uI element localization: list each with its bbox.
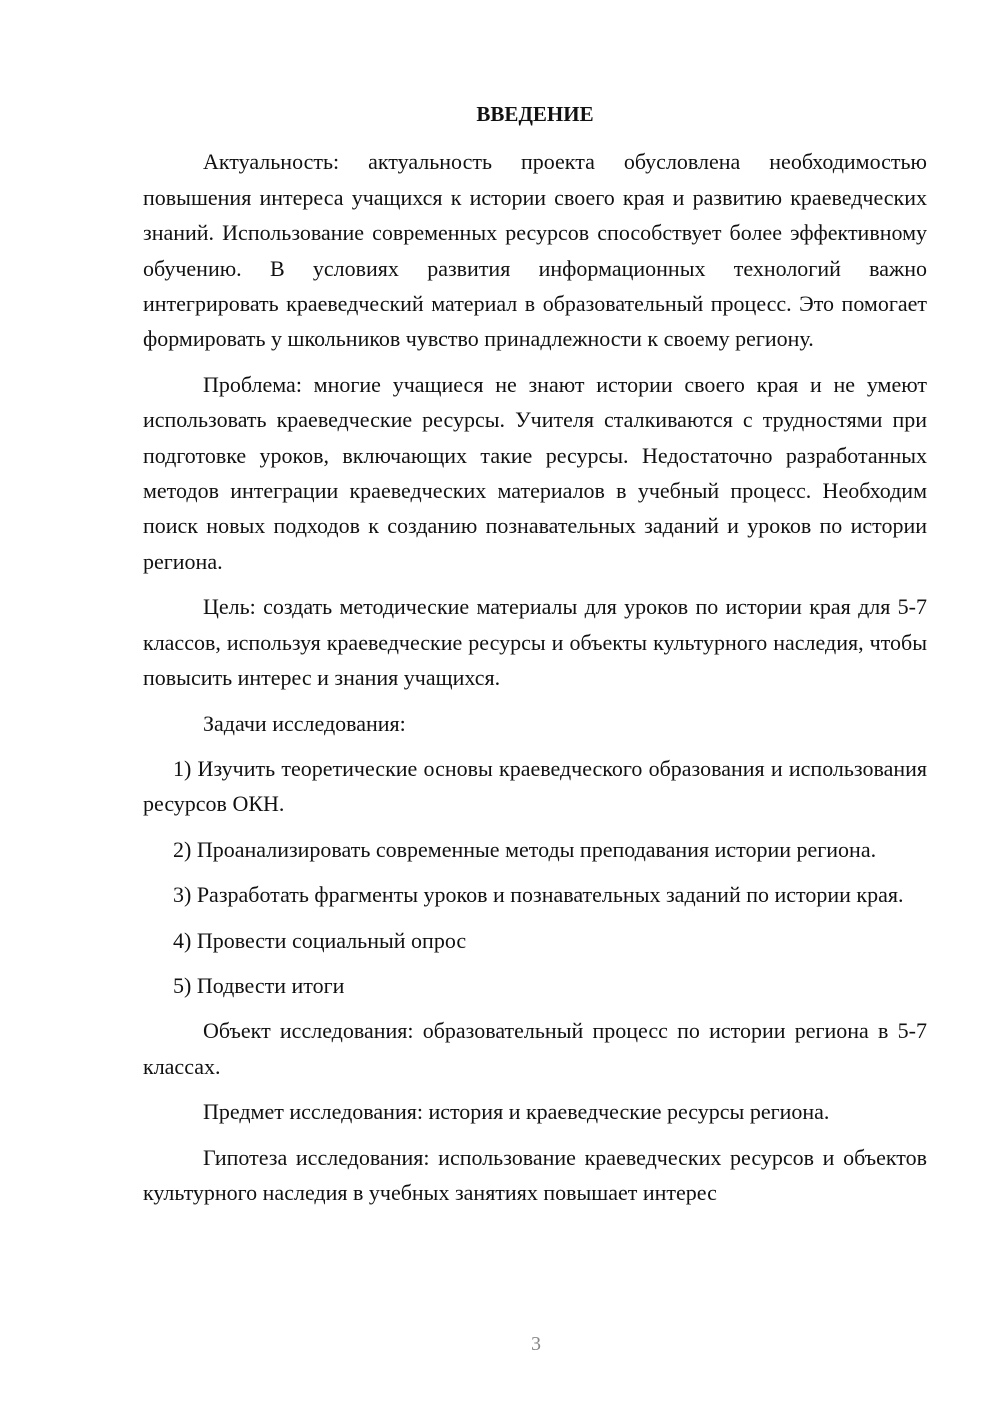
task-item-5: 5) Подвести итоги xyxy=(173,972,345,998)
hypothesis-paragraph: Гипотеза исследования: использование краеведческих ресурсов и объектов культурного наследия в учебных занятиях повышает интерес xyxy=(143,1144,927,1205)
page-number: 3 xyxy=(531,1333,541,1355)
goal-paragraph: Цель: создать методические материалы для уроков по истории края для 5-7 классов, используя краеведческие ресурсы и объекты культурного наследия, чтобы повысить интерес и знания учащихся. xyxy=(143,594,927,691)
task-item-4: 4) Провести социальный опрос xyxy=(173,927,467,953)
object-paragraph: Объект исследования: образовательный процесс по истории региона в 5-7 классах. xyxy=(143,1018,927,1079)
relevance-paragraph: Актуальность: актуальность проекта обусловлена необходимостью повышения интереса учащихся к истории своего края и развитию краеведческих знаний. Использование современных ресурсов способствует более эффективному обучению. В условиях развития информационных технологий важно интегрировать краеведческий материал в образовательный процесс. Это помогает формировать у школьников чувство принадлежности к своему региону. xyxy=(143,149,927,352)
subject-paragraph: Предмет исследования: история и краеведческие ресурсы региона. xyxy=(203,1099,830,1125)
task-item-2: 2) Проанализировать современные методы преподавания истории региона. xyxy=(173,836,877,862)
section-title: ВВЕДЕНИЕ xyxy=(476,102,594,126)
page-content xyxy=(143,97,927,1220)
task-item-1: 1) Изучить теоретические основы краеведческого образования и использования ресурсов ОКН. xyxy=(143,755,927,817)
problem-paragraph: Проблема: многие учащиеся не знают истории своего края и не умеют использовать краеведческие ресурсы. Учителя сталкиваются с трудностями при подготовке уроков, включающих такие ресурсы. Недостаточно разработанных методов интеграции краеведческих материалов в учебный процесс. Необходим поиск новых подходов к созданию познавательных заданий и уроков по истории региона. xyxy=(143,371,927,574)
tasks-heading: Задачи исследования: xyxy=(203,710,406,736)
task-item-3: 3) Разработать фрагменты уроков и познавательных заданий по истории края. xyxy=(173,882,904,908)
